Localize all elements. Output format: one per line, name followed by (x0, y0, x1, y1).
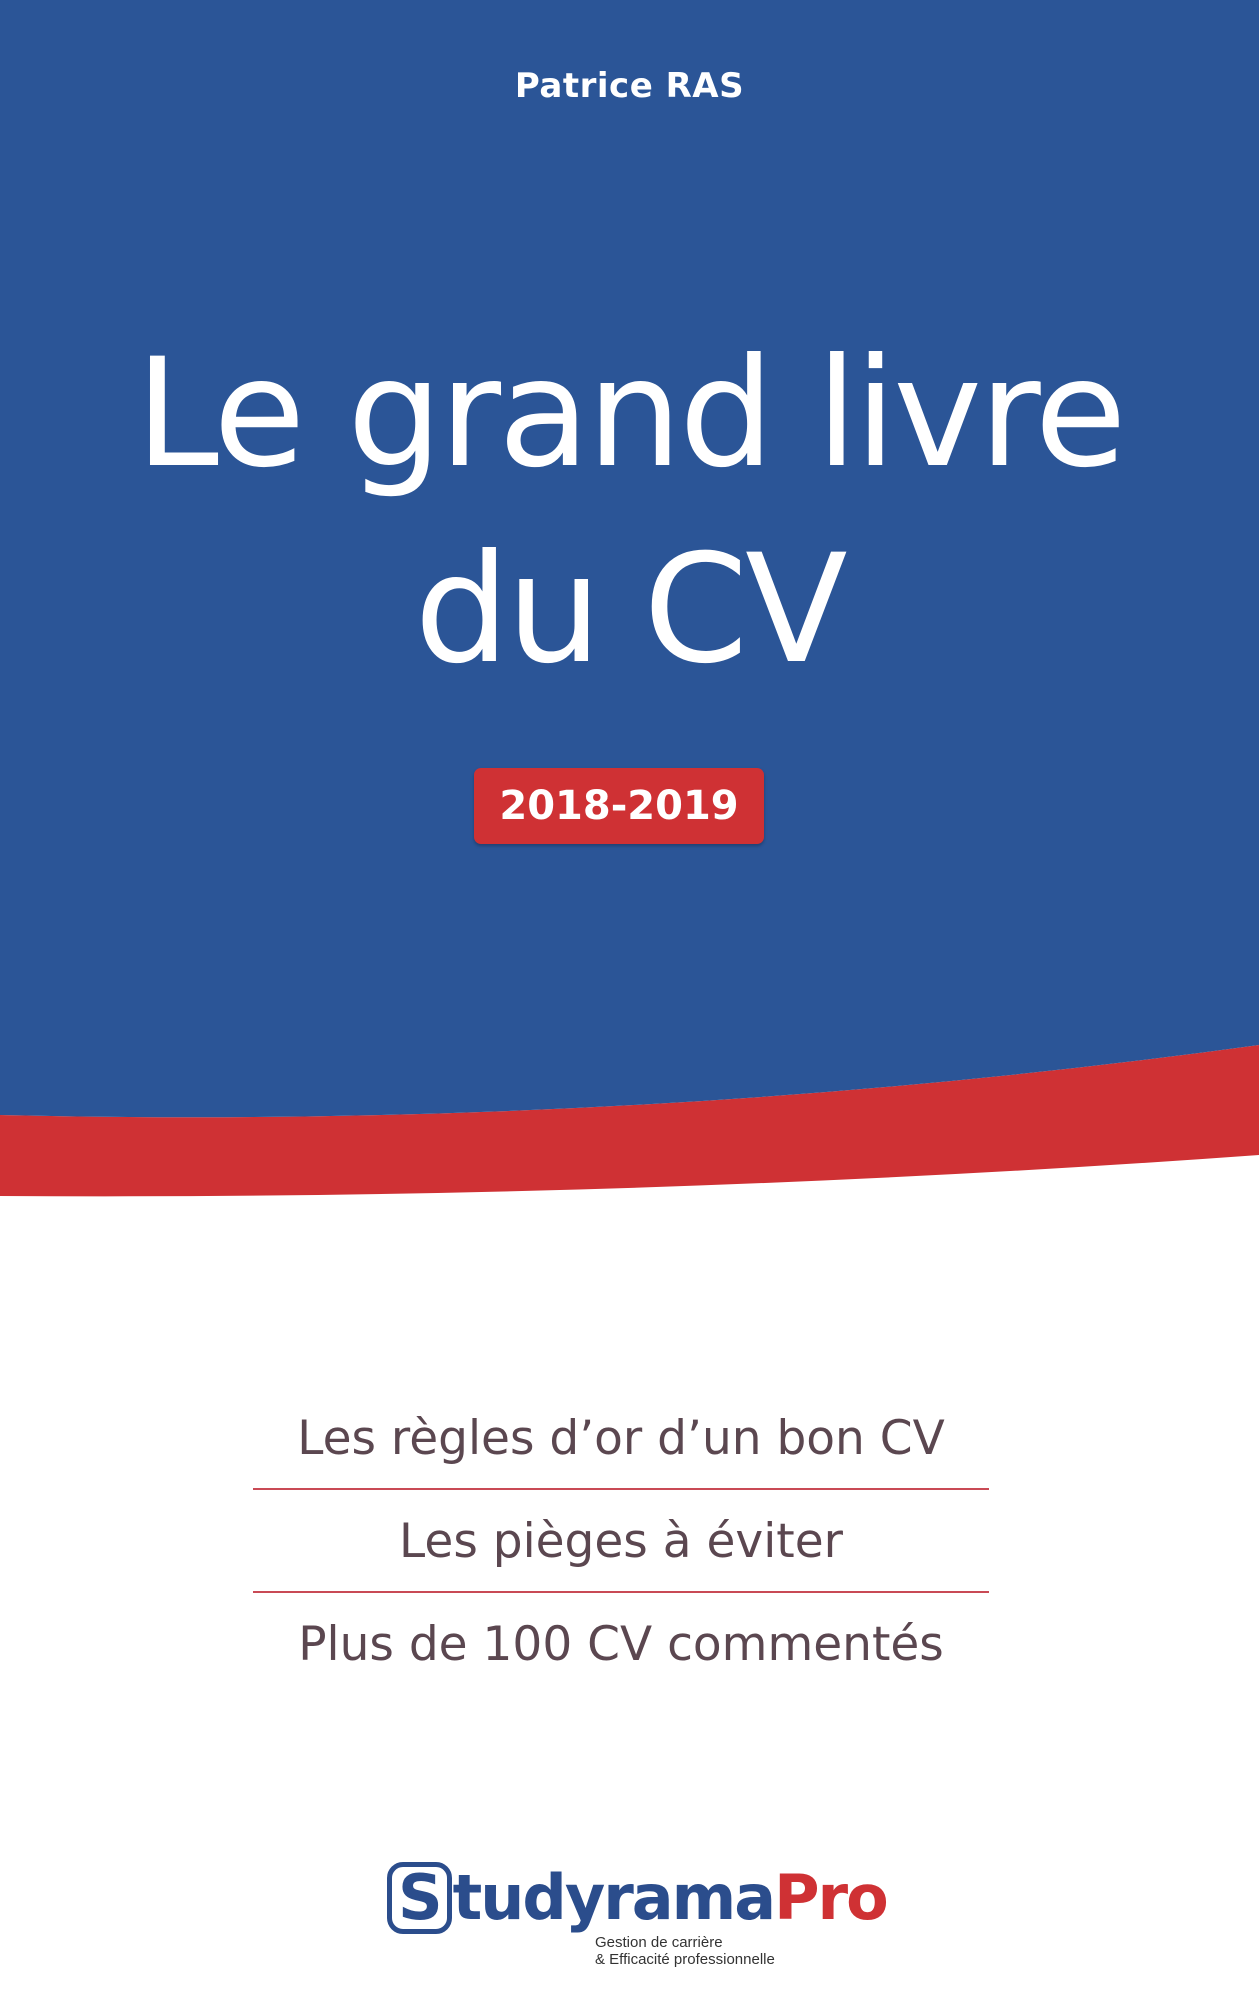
title-line-2: du CV (414, 523, 845, 697)
feature-item-commented-cvs: Plus de 100 CV commentés (253, 1591, 989, 1694)
book-title (0, 316, 1259, 708)
author-name: Patrice RAS (514, 66, 745, 106)
logo-suffix: Pro (774, 1861, 887, 1934)
publisher-logo (387, 1858, 887, 1988)
logo-word: tudyrama (452, 1861, 775, 1934)
logo-initial-badge: S (387, 1862, 452, 1934)
feature-item-pitfalls: Les pièges à éviter (253, 1488, 989, 1591)
publisher-tagline (595, 1934, 855, 1968)
feature-item-golden-rules: Les règles d’or d’un bon CV (297, 1411, 945, 1466)
edition-badge: 2018-2019 (474, 768, 764, 844)
feature-list (253, 1387, 989, 1694)
tagline-line-1: Gestion de carrière (595, 1934, 723, 1951)
title-line-1: Le grand livre (135, 327, 1124, 501)
tagline-line-2: & Efficacité professionnelle (595, 1951, 775, 1968)
logo-wordmark (387, 1858, 887, 1938)
